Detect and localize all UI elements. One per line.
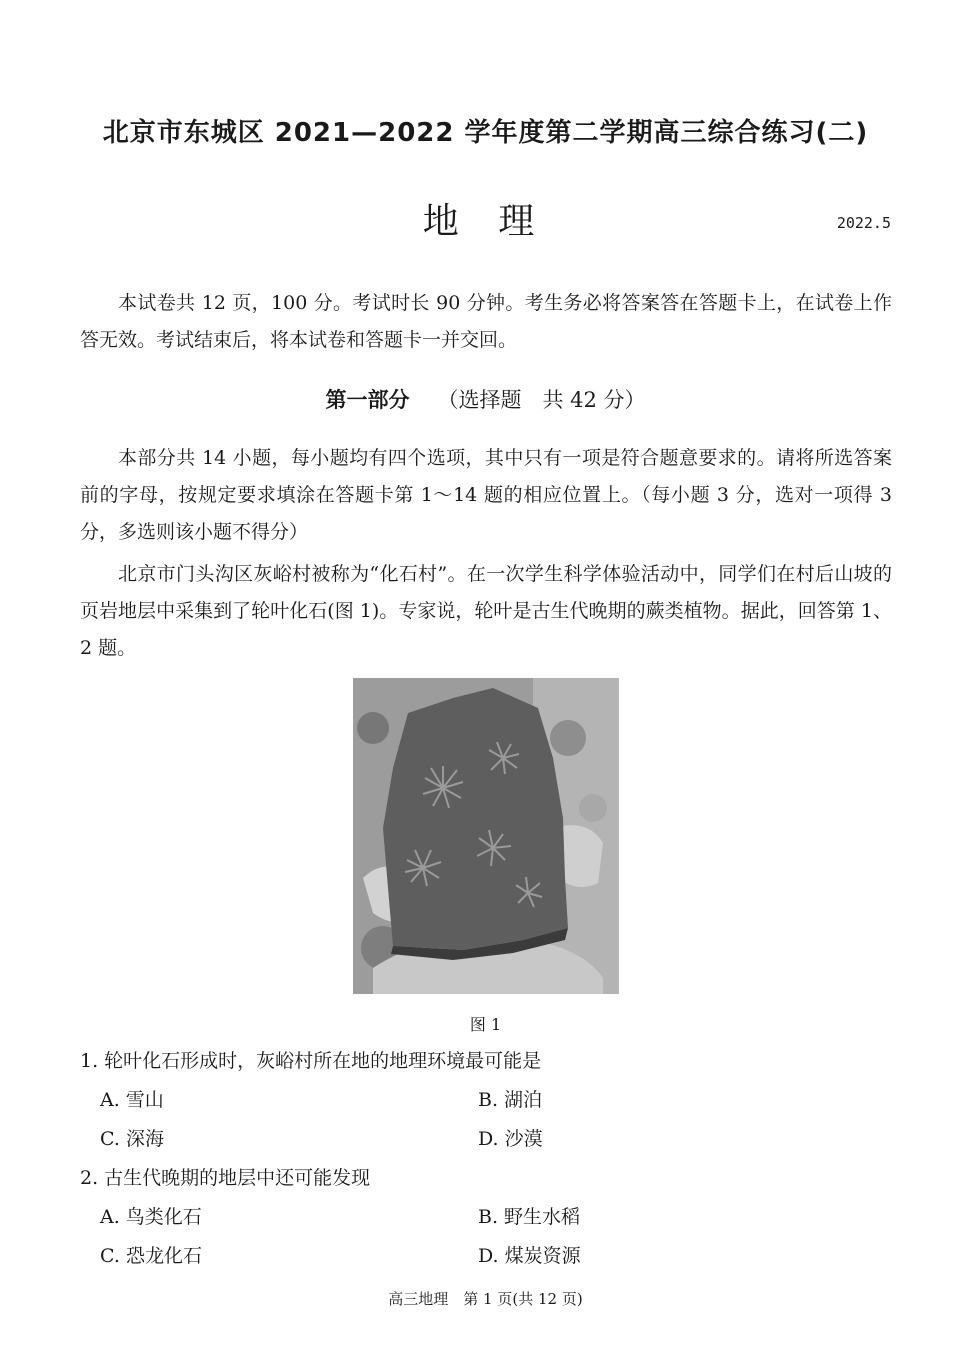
intro-paragraph: 本试卷共 12 页，100 分。考试时长 90 分钟。考生务必将答案答在答题卡上，在试卷上作答无效。考试结束后，将本试卷和答题卡一并交回。 — [80, 292, 892, 351]
q1-option-a: A. 雪山 — [100, 1089, 164, 1111]
q2-option-c: C. 恐龙化石 — [100, 1245, 202, 1267]
passage-paragraph: 北京市门头沟区灰峪村被称为“化石村”。在一次学生科学体验活动中，同学们在村后山坡的页岩地层中采集到了轮叶化石(图 1)。专家说，轮叶是古生代晚期的蕨类植物。据此，回答第 1、2 题。 — [80, 563, 892, 659]
section-title: 第一部分 — [325, 388, 410, 412]
q1-option-c: C. 深海 — [100, 1128, 164, 1150]
exam-title: 北京市东城区 2021—2022 学年度第二学期高三综合练习(二) — [102, 118, 869, 148]
fossil-photo — [353, 678, 619, 994]
q1-option-d: D. 沙漠 — [478, 1128, 543, 1150]
question-1-stem: 1. 轮叶化石形成时，灰峪村所在地的地理环境最可能是 — [80, 1050, 542, 1072]
fossil-image — [353, 678, 619, 994]
page-footer: 高三地理 第 1 页(共 12 页) — [388, 1290, 583, 1308]
q1-option-b: B. 湖泊 — [478, 1089, 543, 1111]
exam-date: 2022.5 — [836, 214, 891, 232]
subject-title: 地 理 — [422, 201, 549, 242]
question-2-stem: 2. 古生代晚期的地层中还可能发现 — [80, 1167, 371, 1189]
q2-option-d: D. 煤炭资源 — [478, 1245, 581, 1267]
q2-option-a: A. 鸟类化石 — [100, 1206, 202, 1228]
section-instructions: 本部分共 14 小题，每小题均有四个选项，其中只有一项是符合题意要求的。请将所选答案前的字母，按规定要求填涂在答题卡第 1～14 题的相应位置上。（每小题 3 分，选对一项得 3 分，多选则该小题不得分） — [80, 447, 892, 543]
section-subtitle: （选择题 共 42 分） — [437, 388, 646, 412]
section-heading — [0, 384, 971, 414]
q2-option-b: B. 野生水稻 — [478, 1206, 581, 1228]
figure-caption: 图 1 — [469, 1015, 502, 1034]
